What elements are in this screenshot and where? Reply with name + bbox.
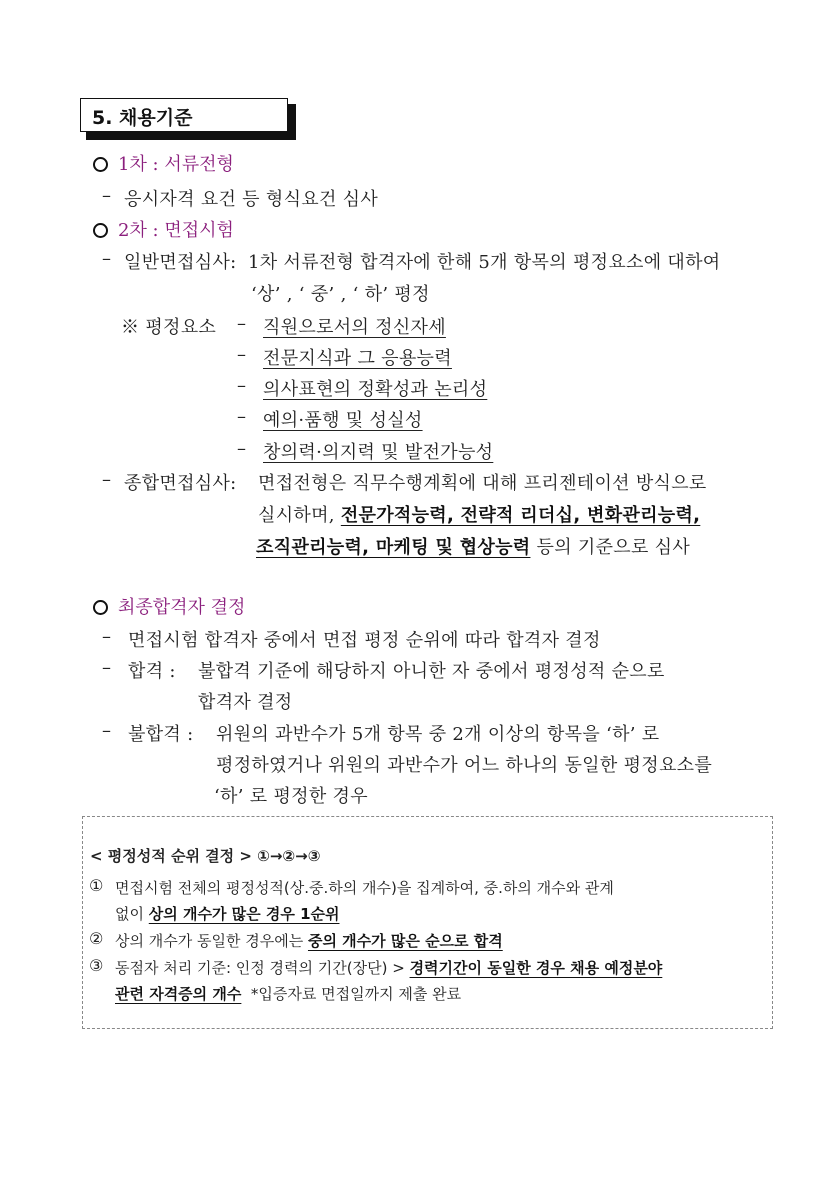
- dash-icon: –: [237, 438, 246, 459]
- evaluation-element: 예의·품행 및 성실성: [263, 410, 423, 431]
- dash-icon: –: [102, 657, 111, 678]
- evaluation-element: 전문지식과 그 응용능력: [263, 348, 452, 369]
- fail-text-1: 위원의 과반수가 5개 항목 중 2개 이상의 항목을 ‘하’ 로: [216, 724, 660, 745]
- comprehensive-interview-label: 종합면접심사:: [124, 473, 237, 494]
- section-title: 5. 채용기준: [92, 107, 193, 129]
- dash-icon: –: [102, 248, 111, 269]
- circle-bullet-icon: [93, 157, 108, 172]
- general-interview-text-2: ‘상’ , ‘ 중’ , ‘ 하’ 평정: [251, 284, 430, 305]
- notice-item-3-cont: 관련 자격증의 개수 *입증자료 면접일까지 제출 완료: [115, 985, 462, 1003]
- second-stage-heading: 2차 : 면접시험: [118, 220, 234, 241]
- comprehensive-interview-text-3: 조직관리능력, 마케팅 및 협상능력 등의 기준으로 심사: [256, 537, 691, 558]
- evaluation-element: 창의력·의지력 및 발전가능성: [263, 442, 494, 463]
- evaluation-element: 직원으로서의 정신자세: [263, 317, 446, 338]
- notice-item-1-cont: 없이 상의 개수가 많은 경우 1순위: [115, 905, 340, 923]
- fail-label: 불합격 :: [128, 724, 194, 745]
- dash-icon: –: [102, 185, 111, 206]
- general-interview-text-1: 1차 서류전형 합격자에 한해 5개 항목의 평정요소에 대하여: [248, 252, 721, 273]
- notice-item-1: 면접시험 전체의 평정성적(상.중.하의 개수)을 집계하여, 중.하의 개수와 관계: [115, 879, 614, 897]
- item-number: ②: [89, 929, 104, 948]
- pass-text-1: 불합격 기준에 해당하지 아니한 자 중에서 평정성적 순으로: [198, 661, 665, 682]
- dash-icon: –: [102, 469, 111, 490]
- item-number: ③: [89, 956, 104, 975]
- evaluation-element: 의사표현의 정확성과 논리성: [263, 379, 488, 400]
- dash-icon: –: [237, 406, 246, 427]
- final-heading: 최종합격자 결정: [118, 597, 246, 618]
- dash-icon: –: [237, 344, 246, 365]
- first-stage-heading: 1차 : 서류전형: [118, 154, 234, 175]
- fail-text-3: ‘하’ 로 평정한 경우: [214, 786, 368, 807]
- fail-text-2: 평정하였거나 위원의 과반수가 어느 하나의 동일한 평정요소를: [216, 755, 713, 776]
- notice-item-3: 동점자 처리 기준: 인정 경력의 기간(장단) > 경력기간이 동일한 경우 채용 예정분야: [115, 959, 663, 977]
- final-line-1: 면접시험 합격자 중에서 면접 평정 순위에 따라 합격자 결정: [128, 630, 601, 651]
- general-interview-label: 일반면접심사:: [124, 252, 237, 273]
- evaluation-elements-label: ※ 평정요소: [121, 317, 217, 338]
- comprehensive-interview-text-2: 실시하며, 전문가적능력, 전략적 리더십, 변화관리능력,: [258, 505, 701, 526]
- pass-text-2: 합격자 결정: [198, 692, 293, 713]
- pass-label: 합격 :: [128, 661, 176, 682]
- dash-icon: –: [237, 375, 246, 396]
- comprehensive-interview-text-1: 면접전형은 직무수행계획에 대해 프리젠테이션 방식으로: [258, 473, 707, 494]
- circle-bullet-icon: [93, 600, 108, 615]
- notice-item-2: 상의 개수가 동일한 경우에는 중의 개수가 많은 순으로 합격: [115, 932, 503, 950]
- circle-bullet-icon: [93, 223, 108, 238]
- dash-icon: –: [102, 720, 111, 741]
- dash-icon: –: [102, 626, 111, 647]
- dash-icon: –: [237, 313, 246, 334]
- item-number: ①: [89, 876, 104, 895]
- notice-title: < 평정성적 순위 결정 > ①→②→③: [90, 847, 321, 865]
- first-stage-detail: 응시자격 요건 등 형식요건 심사: [124, 189, 379, 210]
